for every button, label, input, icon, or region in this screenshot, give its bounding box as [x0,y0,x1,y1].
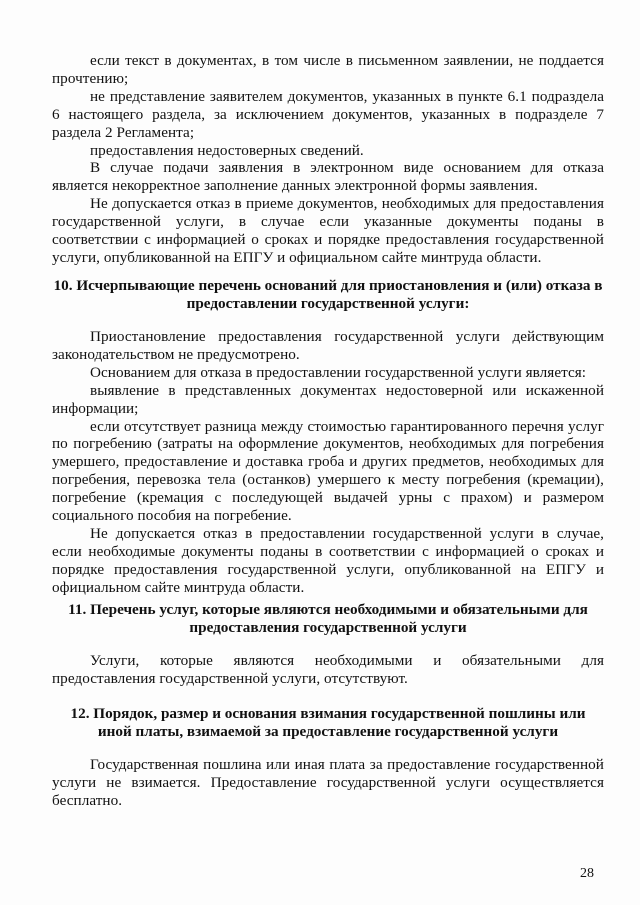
paragraph: предоставления недостоверных сведений. [90,141,364,159]
section-10-heading: 10. Исчерпывающие перечень оснований для приостановления и (или) отказа в предоставлении государственной услуги: [53,277,603,312]
paragraph: Не допускается отказ в предоставлении государственной услуги в случае, если необходимые документы поданы в соответствии с информацией о сроках и порядке предоставления государственной услуги, опубликованной на ЕПГУ и официальном сайте минтруда области. [52,524,604,596]
intro-block [52,52,604,267]
paragraph: Приостановление предоставления государственной услуги действующим законодательством не предусмотрено. [52,328,604,363]
section-11-body [52,652,604,688]
paragraph: Основанием для отказа в предоставлении государственной услуги является: [90,363,587,381]
section-10-body [52,328,604,597]
paragraph: В случае подачи заявления в электронном виде основанием для отказа является некорректное заполнение данных электронной формы заявления. [52,159,604,195]
paragraph: если отсутствует разница между стоимостью гарантированного перечня услуг по погребению (затраты на оформление документов, необходимых для погребения умершего, предоставление и доставка гроба и других предметов, необходимых для погребения, перевозка тела (останков) умершего к месту погребения (кремации), погребение (кремация с последующей выдачей урны с прахом) и размером социального пособия на погребение. [52,417,604,525]
paragraph: Не допускается отказ в приеме документов, необходимых для предоставления государственной услуги, в случае если указанные документы поданы в соответствии с информацией о сроках и порядке предоставления государственной услуги, опубликованной на ЕПГУ и официальном сайте минтруда области. [52,195,604,266]
section-12-body [52,756,604,810]
paragraph: если текст в документах, в том числе в письменном заявлении, не поддается прочтению; [52,52,604,87]
section-12-heading: 12. Порядок, размер и основания взимания государственной пошлины или иной платы, взимаемой за предоставление государственной услуги [70,705,586,740]
paragraph: Государственная пошлина или иная плата за предоставление государственной услуги не взимается. Предоставление государственной услуги осуществляется бесплатно. [52,756,604,809]
page-number: 28 [580,866,594,881]
paragraph: Услуги, которые являются необходимыми и обязательными для предоставления государственной услуги, отсутствуют. [52,652,604,687]
paragraph: не представление заявителем документов, указанных в пункте 6.1 подраздела 6 настоящего раздела, за исключением документов, указанных в подразделе 7 раздела 2 Регламента; [52,87,604,141]
paragraph: выявление в представленных документах недостоверной или искаженной информации; [52,381,604,417]
section-11-heading: 11. Перечень услуг, которые являются необходимыми и обязательными для предоставления государственной услуги [68,601,588,636]
